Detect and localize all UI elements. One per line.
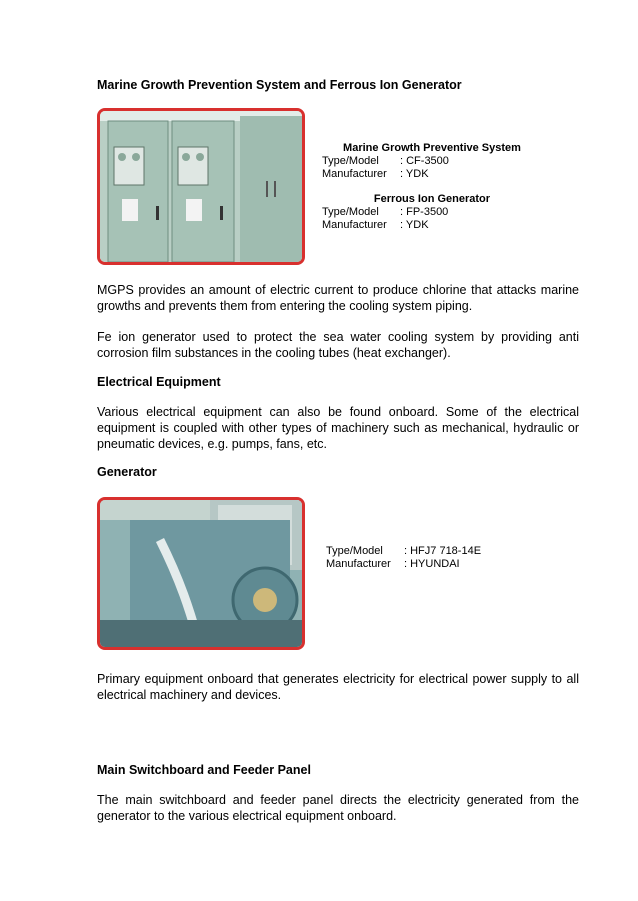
paragraph-generator: Primary equipment onboard that generates electricity for electrical power supply to all electrical machinery and devices. <box>97 672 579 702</box>
spec-value: : FP-3500 <box>400 206 449 218</box>
section-heading-electrical: Electrical Equipment <box>97 375 221 389</box>
generator-photo <box>97 497 305 650</box>
section-heading-mgps: Marine Growth Prevention System and Ferrous Ion Generator <box>97 78 462 92</box>
generator-image <box>100 500 302 647</box>
paragraph-switchboard: The main switchboard and feeder panel directs the electricity generated from the generator to the various electrical equipment onboard. <box>97 793 579 823</box>
spec-key: Type/Model <box>326 545 383 557</box>
fe-spec-title: Ferrous Ion Generator <box>373 193 491 205</box>
spec-row <box>322 155 542 168</box>
spec-value: : CF-3500 <box>400 155 449 167</box>
spec-value: : HFJ7 718-14E <box>404 545 482 557</box>
spec-row <box>322 219 542 232</box>
spec-row <box>322 206 542 219</box>
mgps-spec-block <box>322 142 542 232</box>
spec-value: : YDK <box>400 168 429 180</box>
paragraph-electrical: Various electrical equipment can also be found onboard. Some of the electrical equipment is coupled with other types of machinery such as mechanical, hydraulic or pneumatic devices, e.g. pumps, fans, etc. <box>97 405 579 451</box>
spec-row <box>322 168 542 181</box>
spec-key: Type/Model <box>322 206 379 218</box>
paragraph-fe-ion: Fe ion generator used to protect the sea water cooling system by providing anti corrosion film substances in the cooling tubes (heat exchanger). <box>97 330 579 360</box>
spec-value: : HYUNDAI <box>404 558 460 570</box>
section-heading-switchboard: Main Switchboard and Feeder Panel <box>97 763 311 777</box>
spec-row <box>326 558 546 571</box>
spec-key: Manufacturer <box>322 168 387 180</box>
spec-value: : YDK <box>400 219 429 231</box>
section-heading-generator: Generator <box>97 465 157 479</box>
spec-key: Type/Model <box>322 155 379 167</box>
mgps-cabinet-image <box>100 111 302 262</box>
mgps-spec-title: Marine Growth Preventive System <box>343 142 521 154</box>
paragraph-mgps: MGPS provides an amount of electric current to produce chlorine that attacks marine growths and prevents them from entering the cooling system piping. <box>97 283 579 313</box>
mgps-photo <box>97 108 305 265</box>
generator-spec-block <box>326 545 546 571</box>
spec-key: Manufacturer <box>326 558 391 570</box>
spec-row <box>326 545 546 558</box>
spec-key: Manufacturer <box>322 219 387 231</box>
